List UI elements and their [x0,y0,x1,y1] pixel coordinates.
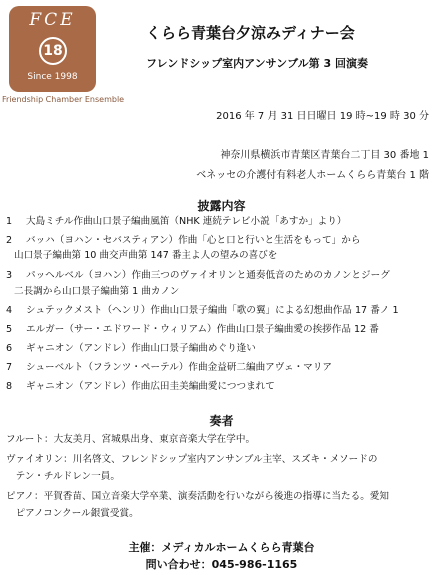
performer-line: ピアノ：平賀香苗、国立音楽大学卒業、演奏活動を行いながら後進の指導に当たる。愛知 [6,491,389,502]
program-heading: 披露内容 [197,199,246,213]
event-title: くらら青葉台夕涼みディナー会 [146,24,355,42]
performer-line: ピアノコンクール銀賞受賞。 [6,508,139,519]
program-item-number: 7 [6,362,13,373]
performer-line: フルート：大友美月、宮城県出身、東京音楽大学在学中。 [6,434,256,445]
program-item-number: 1 [6,216,13,227]
program-item-text: パッヘルベル（ヨハン）作曲三つのヴァイオリンと通奏低音のためのカノンとジーグ [26,270,390,281]
logo-since-text: Since 1998 [27,72,78,82]
logo-anniversary-number: 18 [39,37,67,65]
event-address: 神奈川県横浜市青葉区青葉台二丁目 30 番地 1 [220,150,429,161]
program-item-text-cont: 二長調から山口景子編曲第 1 曲カノン [14,286,180,297]
program-item-number: 5 [6,324,13,335]
program-item-text: 大島ミチル作曲山口景子編曲風笛（NHK 連続テレビ小説「あすか」より） [26,216,347,227]
contact-text: 問い合わせ：045-986-1165 [145,558,298,571]
performer-line: ヴァイオリン：川名啓文、フレンドシップ室内アンサンブル主宰、スズキ・メソードの [6,454,378,465]
performers-heading: 奏者 [209,414,234,428]
logo-letters: FCE [29,10,76,30]
program-item-number: 6 [6,343,13,354]
program-item-number: 2 [6,235,13,246]
event-venue: ベネッセの介護付有料老人ホームくらら青葉台 1 階 [196,170,429,181]
sponsor-text: 主催：メディカルホームくらら青葉台 [128,541,315,554]
program-item-text: シューベルト（フランツ・ペーテル）作曲金益研二編曲アヴェ・マリア [26,362,332,373]
fce-logo [9,6,96,92]
event-date: 2016 年 7 月 31 日日曜日 19 時~19 時 30 分 [216,111,429,122]
ensemble-name: Friendship Chamber Ensemble [2,95,125,104]
program-item-text-cont: 山口景子編曲第 10 曲交声曲第 147 番主よ人の望みの喜びを [14,250,278,261]
program-list [6,214,438,394]
program-item-text: バッハ（ヨハン・セバスティアン）作曲「心と口と行いと生活をもって」から [26,235,361,246]
event-subtitle: フレンドシップ室内アンサンブル第 3 回演奏 [146,57,368,70]
program-item-text: エルガー（サー・エドワード・ウィリアム）作曲山口景子編曲愛の挨拶作品 12 番 [26,324,379,335]
program-item-number: 4 [6,305,13,316]
program-item-text: ギャニオン（アンドレ）作曲広田圭美編曲愛につつまれて [26,381,275,392]
program-item-number: 3 [6,270,13,281]
program-item-number: 8 [6,381,13,392]
program-item-text: ギャニオン（アンドレ）作曲山口景子編曲めぐり逢い [26,343,256,354]
performer-line: テン・チルドレン一員。 [6,471,120,482]
program-item-text: シュテックメスト（ヘンリ）作曲山口景子編曲「歌の翼」による幻想曲作品 17 番ノ 1 [26,305,399,316]
